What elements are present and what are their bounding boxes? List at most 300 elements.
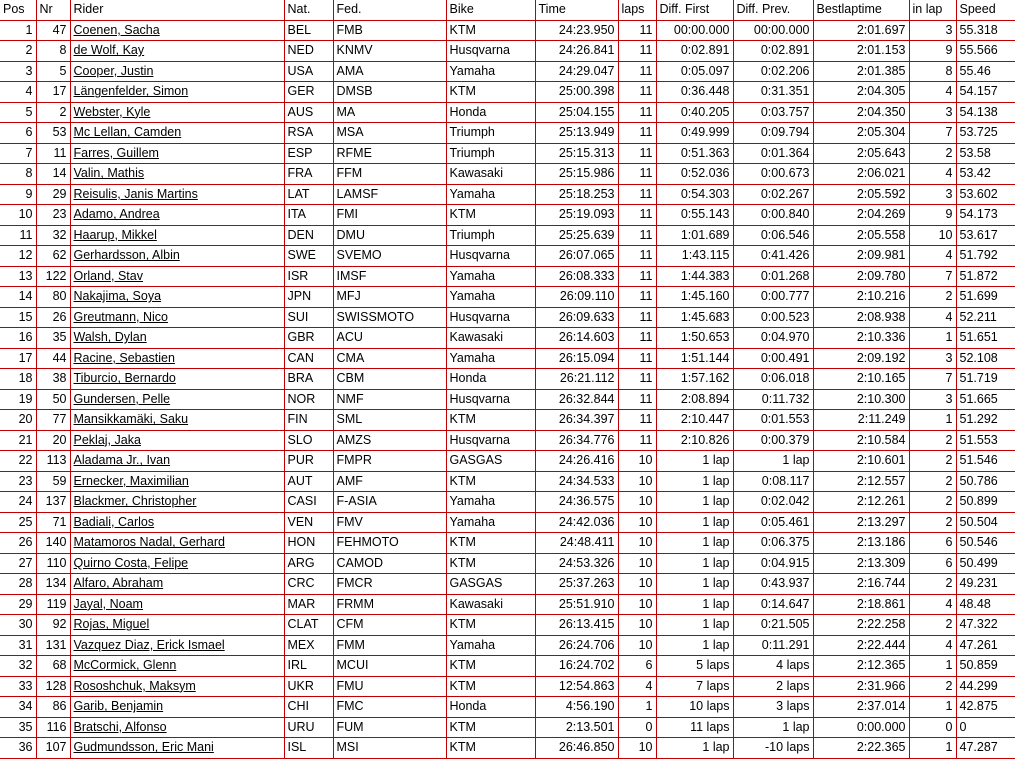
col-pos-cell: 24 (0, 492, 36, 513)
col-diff-first-cell: 2:10.447 (656, 410, 733, 431)
rider-cell[interactable] (70, 492, 284, 513)
col-laps-cell: 11 (618, 287, 656, 308)
rider-link[interactable]: Coenen, Sacha (73, 22, 160, 37)
col-bike-cell: Yamaha (446, 61, 535, 82)
col-diff-prev-cell: 0:01.364 (733, 143, 813, 164)
col-speed-cell: 55.46 (956, 61, 1015, 82)
col-diff-first-cell: 0:49.999 (656, 123, 733, 144)
col-laps-cell: 1 (618, 697, 656, 718)
rider-cell[interactable] (70, 430, 284, 451)
col-fed-cell: AMZS (333, 430, 446, 451)
col-nr-cell: 26 (36, 307, 70, 328)
col-time-cell: 26:07.065 (535, 246, 618, 267)
rider-link[interactable]: Garib, Benjamin (73, 699, 164, 714)
rider-link[interactable]: Valin, Mathis (73, 166, 145, 181)
col-fed-cell: FMM (333, 635, 446, 656)
col-fed-cell: NMF (333, 389, 446, 410)
col-nr-cell: 62 (36, 246, 70, 267)
rider-cell[interactable] (70, 20, 284, 41)
rider-link[interactable]: Cooper, Justin (73, 63, 154, 78)
rider-cell[interactable] (70, 143, 284, 164)
table-row (0, 635, 1015, 656)
col-bike-cell: KTM (446, 205, 535, 226)
rider-link[interactable]: Ernecker, Maximilian (73, 473, 189, 488)
col-nat-cell: ARG (284, 553, 333, 574)
col-in-lap-cell: 6 (909, 533, 956, 554)
table-row (0, 328, 1015, 349)
col-speed-cell: 53.42 (956, 164, 1015, 185)
col-fed-cell: CFM (333, 615, 446, 636)
col-bestlaptime-cell: 2:22.258 (813, 615, 909, 636)
rider-cell[interactable] (70, 246, 284, 267)
rider-link[interactable]: Orland, Stav (73, 268, 143, 283)
col-nr-cell: 8 (36, 41, 70, 62)
col-in-lap-cell: 4 (909, 594, 956, 615)
col-in-lap-cell: 3 (909, 389, 956, 410)
col-pos-cell: 36 (0, 738, 36, 759)
rider-link[interactable]: Rososhchuk, Maksym (73, 678, 196, 693)
col-diff-first-cell: 0:40.205 (656, 102, 733, 123)
col-fed-cell: SVEMO (333, 246, 446, 267)
col-diff-first-cell: 1:51.144 (656, 348, 733, 369)
col-bike-cell: Kawasaki (446, 594, 535, 615)
col-nat-cell: FIN (284, 410, 333, 431)
col-in-lap-cell: 4 (909, 164, 956, 185)
col-nr-cell: 68 (36, 656, 70, 677)
rider-cell[interactable] (70, 123, 284, 144)
col-diff-first-cell: 1 lap (656, 553, 733, 574)
col-in-lap-cell: 2 (909, 430, 956, 451)
col-fed-cell: FFM (333, 164, 446, 185)
col-bestlaptime-cell: 2:01.385 (813, 61, 909, 82)
col-diff-prev-cell: 1 lap (733, 451, 813, 472)
col-fed-cell: CAMOD (333, 553, 446, 574)
col-nr-cell: 23 (36, 205, 70, 226)
col-fed-cell: MFJ (333, 287, 446, 308)
col-in-lap-cell: 7 (909, 369, 956, 390)
col-laps-cell: 11 (618, 369, 656, 390)
col-in-lap-cell: 1 (909, 410, 956, 431)
col-bike-cell: Husqvarna (446, 389, 535, 410)
col-diff-first-cell: 0:02.891 (656, 41, 733, 62)
col-bike-cell: KTM (446, 471, 535, 492)
rider-cell[interactable] (70, 102, 284, 123)
table-row (0, 348, 1015, 369)
col-in-lap-cell: 9 (909, 41, 956, 62)
rider-cell[interactable] (70, 533, 284, 554)
rider-cell[interactable] (70, 635, 284, 656)
col-diff-prev-cell: 00:00.000 (733, 20, 813, 41)
rider-cell[interactable] (70, 205, 284, 226)
col-pos-cell: 7 (0, 143, 36, 164)
col-time-cell: 26:46.850 (535, 738, 618, 759)
col-nr-cell: 113 (36, 451, 70, 472)
col-speed-cell: 53.725 (956, 123, 1015, 144)
rider-link[interactable]: Racine, Sebastien (73, 350, 175, 365)
col-diff-first-cell: 0:05.097 (656, 61, 733, 82)
rider-link[interactable]: Längenfelder, Simon (73, 84, 189, 99)
col-diff-prev-cell: 1 lap (733, 717, 813, 738)
col-speed-cell: 44.299 (956, 676, 1015, 697)
col-diff-prev-cell: 0:06.546 (733, 225, 813, 246)
col-speed-cell: 0 (956, 717, 1015, 738)
rider-link[interactable]: Reisulis, Janis Martins (73, 186, 198, 201)
col-speed-cell: 51.292 (956, 410, 1015, 431)
col-nat-cell: MEX (284, 635, 333, 656)
col-in-lap-cell: 2 (909, 676, 956, 697)
rider-link[interactable]: Gudmundsson, Eric Mani (73, 740, 214, 755)
col-speed-header: Speed (956, 0, 1015, 20)
col-nr-header: Nr (36, 0, 70, 20)
table-row (0, 676, 1015, 697)
col-pos-header: Pos (0, 0, 36, 20)
rider-link[interactable]: Jayal, Noam (73, 596, 143, 611)
rider-link[interactable]: Greutmann, Nico (73, 309, 168, 324)
col-nat-cell: IRL (284, 656, 333, 677)
col-time-cell: 24:23.950 (535, 20, 618, 41)
col-speed-cell: 51.872 (956, 266, 1015, 287)
col-nat-cell: ITA (284, 205, 333, 226)
rider-cell[interactable] (70, 676, 284, 697)
col-diff-first-cell: 2:10.826 (656, 430, 733, 451)
col-diff-prev-cell: 0:00.673 (733, 164, 813, 185)
rider-cell[interactable] (70, 348, 284, 369)
col-nr-cell: 11 (36, 143, 70, 164)
col-bike-cell: Honda (446, 102, 535, 123)
col-in-lap-cell: 10 (909, 225, 956, 246)
col-time-cell: 26:32.844 (535, 389, 618, 410)
col-bike-cell: Yamaha (446, 492, 535, 513)
rider-cell[interactable] (70, 41, 284, 62)
col-pos-cell: 33 (0, 676, 36, 697)
rider-cell[interactable] (70, 656, 284, 677)
table-row (0, 717, 1015, 738)
col-fed-cell: MSI (333, 738, 446, 759)
rider-link[interactable]: Quirno Costa, Felipe (73, 555, 189, 570)
col-bike-cell: KTM (446, 615, 535, 636)
col-laps-cell: 11 (618, 20, 656, 41)
table-row (0, 697, 1015, 718)
rider-cell[interactable] (70, 389, 284, 410)
rider-link[interactable]: McCormick, Glenn (73, 658, 177, 673)
table-row (0, 164, 1015, 185)
col-in-lap-cell: 3 (909, 348, 956, 369)
col-time-cell: 26:21.112 (535, 369, 618, 390)
col-diff-first-cell: 1 lap (656, 574, 733, 595)
col-nat-cell: GER (284, 82, 333, 103)
col-time-cell: 2:13.501 (535, 717, 618, 738)
col-diff-prev-cell: 4 laps (733, 656, 813, 677)
col-bestlaptime-cell: 2:12.557 (813, 471, 909, 492)
col-in-lap-cell: 2 (909, 615, 956, 636)
col-diff-first-cell: 0:52.036 (656, 164, 733, 185)
rider-cell[interactable] (70, 164, 284, 185)
rider-link[interactable]: Nakajima, Soya (73, 289, 162, 304)
col-in-lap-header: in lap (909, 0, 956, 20)
col-bike-cell: Kawasaki (446, 328, 535, 349)
table-header-row (0, 0, 1015, 20)
rider-link[interactable]: de Wolf, Kay (73, 43, 145, 58)
rider-link[interactable]: Vazquez Diaz, Erick Ismael (73, 637, 225, 652)
col-fed-cell: FMU (333, 676, 446, 697)
col-diff-first-cell: 1:44.383 (656, 266, 733, 287)
col-laps-cell: 10 (618, 492, 656, 513)
col-nat-cell: ISR (284, 266, 333, 287)
table-row (0, 533, 1015, 554)
table-row (0, 123, 1015, 144)
col-diff-prev-cell: 0:00.491 (733, 348, 813, 369)
col-laps-cell: 10 (618, 471, 656, 492)
col-pos-cell: 20 (0, 410, 36, 431)
rider-link[interactable]: Gerhardsson, Albin (73, 248, 180, 263)
col-fed-cell: KNMV (333, 41, 446, 62)
rider-cell[interactable] (70, 717, 284, 738)
col-nr-cell: 29 (36, 184, 70, 205)
rider-cell[interactable] (70, 738, 284, 759)
col-fed-cell: F-ASIA (333, 492, 446, 513)
col-speed-cell: 55.566 (956, 41, 1015, 62)
col-pos-cell: 30 (0, 615, 36, 636)
col-bestlaptime-cell: 2:01.697 (813, 20, 909, 41)
col-bestlaptime-cell: 2:16.744 (813, 574, 909, 595)
col-pos-cell: 15 (0, 307, 36, 328)
col-diff-prev-cell: 0:00.523 (733, 307, 813, 328)
col-bestlaptime-cell: 2:37.014 (813, 697, 909, 718)
col-time-cell: 26:13.415 (535, 615, 618, 636)
rider-link[interactable]: Farres, Guillem (73, 145, 159, 160)
rider-cell[interactable] (70, 697, 284, 718)
rider-cell[interactable] (70, 512, 284, 533)
col-in-lap-cell: 2 (909, 451, 956, 472)
col-speed-cell: 47.287 (956, 738, 1015, 759)
col-diff-first-cell: 1 lap (656, 471, 733, 492)
rider-cell[interactable] (70, 225, 284, 246)
col-bestlaptime-cell: 2:04.350 (813, 102, 909, 123)
col-fed-cell: CMA (333, 348, 446, 369)
col-time-cell: 25:25.639 (535, 225, 618, 246)
col-diff-prev-cell: -10 laps (733, 738, 813, 759)
col-laps-cell: 10 (618, 594, 656, 615)
col-bestlaptime-cell: 2:05.592 (813, 184, 909, 205)
col-nat-cell: ESP (284, 143, 333, 164)
col-time-cell: 24:36.575 (535, 492, 618, 513)
rider-link[interactable]: Aladama Jr., Ivan (73, 453, 171, 468)
rider-link[interactable]: Blackmer, Christopher (73, 494, 197, 509)
col-nat-cell: LAT (284, 184, 333, 205)
col-in-lap-cell: 4 (909, 307, 956, 328)
rider-cell[interactable] (70, 410, 284, 431)
rider-cell[interactable] (70, 615, 284, 636)
col-speed-cell: 50.859 (956, 656, 1015, 677)
table-row (0, 656, 1015, 677)
col-time-cell: 24:34.533 (535, 471, 618, 492)
table-row (0, 225, 1015, 246)
table-row (0, 61, 1015, 82)
col-nr-cell: 134 (36, 574, 70, 595)
col-bike-cell: KTM (446, 738, 535, 759)
col-diff-prev-cell: 0:02.267 (733, 184, 813, 205)
col-pos-cell: 28 (0, 574, 36, 595)
rider-cell[interactable] (70, 61, 284, 82)
rider-cell[interactable] (70, 451, 284, 472)
rider-cell[interactable] (70, 574, 284, 595)
col-laps-cell: 10 (618, 451, 656, 472)
col-speed-cell: 53.617 (956, 225, 1015, 246)
col-fed-cell: SWISSMOTO (333, 307, 446, 328)
rider-link[interactable]: Matamoros Nadal, Gerhard (73, 535, 225, 550)
col-laps-cell: 11 (618, 225, 656, 246)
col-nat-cell: CLAT (284, 615, 333, 636)
col-diff-prev-cell: 0:09.794 (733, 123, 813, 144)
col-nat-cell: RSA (284, 123, 333, 144)
col-diff-prev-cell: 0:02.206 (733, 61, 813, 82)
col-speed-cell: 50.899 (956, 492, 1015, 513)
col-pos-cell: 35 (0, 717, 36, 738)
col-bike-cell: Yamaha (446, 184, 535, 205)
rider-link[interactable]: Bratschi, Alfonso (73, 719, 167, 734)
col-bike-cell: KTM (446, 676, 535, 697)
table-row (0, 594, 1015, 615)
col-pos-cell: 23 (0, 471, 36, 492)
col-nr-cell: 32 (36, 225, 70, 246)
rider-cell[interactable] (70, 369, 284, 390)
col-in-lap-cell: 1 (909, 328, 956, 349)
col-in-lap-cell: 4 (909, 635, 956, 656)
rider-cell[interactable] (70, 328, 284, 349)
col-diff-first-cell: 1 lap (656, 635, 733, 656)
table-row (0, 246, 1015, 267)
col-time-cell: 24:29.047 (535, 61, 618, 82)
col-nat-cell: FRA (284, 164, 333, 185)
col-laps-cell: 10 (618, 533, 656, 554)
col-laps-cell: 10 (618, 615, 656, 636)
col-bike-cell: Husqvarna (446, 246, 535, 267)
col-nat-cell: URU (284, 717, 333, 738)
col-laps-cell: 11 (618, 123, 656, 144)
col-diff-first-cell: 5 laps (656, 656, 733, 677)
col-in-lap-cell: 2 (909, 471, 956, 492)
col-fed-cell: FEHMOTO (333, 533, 446, 554)
rider-link[interactable]: Webster, Kyle (73, 104, 151, 119)
col-nr-cell: 44 (36, 348, 70, 369)
rider-link[interactable]: Rojas, Miguel (73, 617, 150, 632)
col-bike-cell: KTM (446, 410, 535, 431)
rider-cell[interactable] (70, 553, 284, 574)
col-fed-cell: FMB (333, 20, 446, 41)
col-speed-cell: 48.48 (956, 594, 1015, 615)
col-diff-prev-cell: 2 laps (733, 676, 813, 697)
col-diff-first-cell: 10 laps (656, 697, 733, 718)
col-nat-cell: CHI (284, 697, 333, 718)
col-fed-cell: DMSB (333, 82, 446, 103)
col-pos-cell: 14 (0, 287, 36, 308)
col-speed-cell: 50.786 (956, 471, 1015, 492)
col-bestlaptime-cell: 2:05.643 (813, 143, 909, 164)
col-pos-cell: 3 (0, 61, 36, 82)
rider-link[interactable]: Alfaro, Abraham (73, 576, 164, 591)
table-row (0, 410, 1015, 431)
col-nr-cell: 17 (36, 82, 70, 103)
col-bestlaptime-cell: 2:10.336 (813, 328, 909, 349)
col-nr-cell: 110 (36, 553, 70, 574)
col-bike-cell: GASGAS (446, 574, 535, 595)
table-row (0, 184, 1015, 205)
col-in-lap-cell: 1 (909, 738, 956, 759)
col-nr-cell: 50 (36, 389, 70, 410)
col-time-cell: 25:37.263 (535, 574, 618, 595)
col-pos-cell: 12 (0, 246, 36, 267)
col-fed-cell: AMF (333, 471, 446, 492)
col-time-cell: 25:04.155 (535, 102, 618, 123)
rider-link[interactable]: Gundersen, Pelle (73, 391, 171, 406)
col-in-lap-cell: 2 (909, 492, 956, 513)
col-time-cell: 26:34.776 (535, 430, 618, 451)
rider-link[interactable]: Peklaj, Jaka (73, 432, 141, 447)
rider-cell[interactable] (70, 307, 284, 328)
table-row (0, 471, 1015, 492)
col-in-lap-cell: 8 (909, 61, 956, 82)
table-row (0, 389, 1015, 410)
col-nr-cell: 131 (36, 635, 70, 656)
col-fed-cell: AMA (333, 61, 446, 82)
col-speed-cell: 51.792 (956, 246, 1015, 267)
col-laps-cell: 11 (618, 307, 656, 328)
rider-link[interactable]: Badiali, Carlos (73, 514, 155, 529)
col-laps-cell: 11 (618, 164, 656, 185)
col-nr-cell: 140 (36, 533, 70, 554)
col-bike-cell: KTM (446, 82, 535, 103)
col-time-cell: 4:56.190 (535, 697, 618, 718)
col-nat-cell: CASI (284, 492, 333, 513)
rider-link[interactable]: Haarup, Mikkel (73, 227, 157, 242)
col-pos-cell: 19 (0, 389, 36, 410)
col-speed-cell: 53.602 (956, 184, 1015, 205)
col-bike-cell: KTM (446, 20, 535, 41)
col-bike-cell: KTM (446, 656, 535, 677)
col-pos-cell: 31 (0, 635, 36, 656)
col-time-cell: 24:26.841 (535, 41, 618, 62)
rider-cell[interactable] (70, 82, 284, 103)
col-diff-prev-cell: 0:00.777 (733, 287, 813, 308)
col-diff-first-cell: 2:08.894 (656, 389, 733, 410)
col-laps-cell: 11 (618, 246, 656, 267)
col-bestlaptime-cell: 2:13.186 (813, 533, 909, 554)
table-row (0, 451, 1015, 472)
rider-link[interactable]: Mansikkamäki, Saku (73, 412, 189, 427)
rider-cell[interactable] (70, 471, 284, 492)
col-diff-first-cell: 11 laps (656, 717, 733, 738)
col-nr-cell: 38 (36, 369, 70, 390)
col-nat-header: Nat. (284, 0, 333, 20)
rider-link[interactable]: Mc Lellan, Camden (73, 125, 182, 140)
rider-cell[interactable] (70, 287, 284, 308)
rider-link[interactable]: Tiburcio, Bernardo (73, 371, 176, 386)
col-pos-cell: 10 (0, 205, 36, 226)
col-laps-cell: 11 (618, 82, 656, 103)
col-bestlaptime-cell: 2:13.297 (813, 512, 909, 533)
col-pos-cell: 1 (0, 20, 36, 41)
rider-link[interactable]: Walsh, Dylan (73, 330, 147, 345)
rider-cell[interactable] (70, 594, 284, 615)
rider-cell[interactable] (70, 266, 284, 287)
col-diff-prev-cell: 0:00.840 (733, 205, 813, 226)
rider-cell[interactable] (70, 184, 284, 205)
rider-link[interactable]: Adamo, Andrea (73, 207, 160, 222)
col-diff-first-cell: 1 lap (656, 512, 733, 533)
col-time-cell: 25:51.910 (535, 594, 618, 615)
col-bestlaptime-header: Bestlaptime (813, 0, 909, 20)
col-laps-cell: 11 (618, 184, 656, 205)
